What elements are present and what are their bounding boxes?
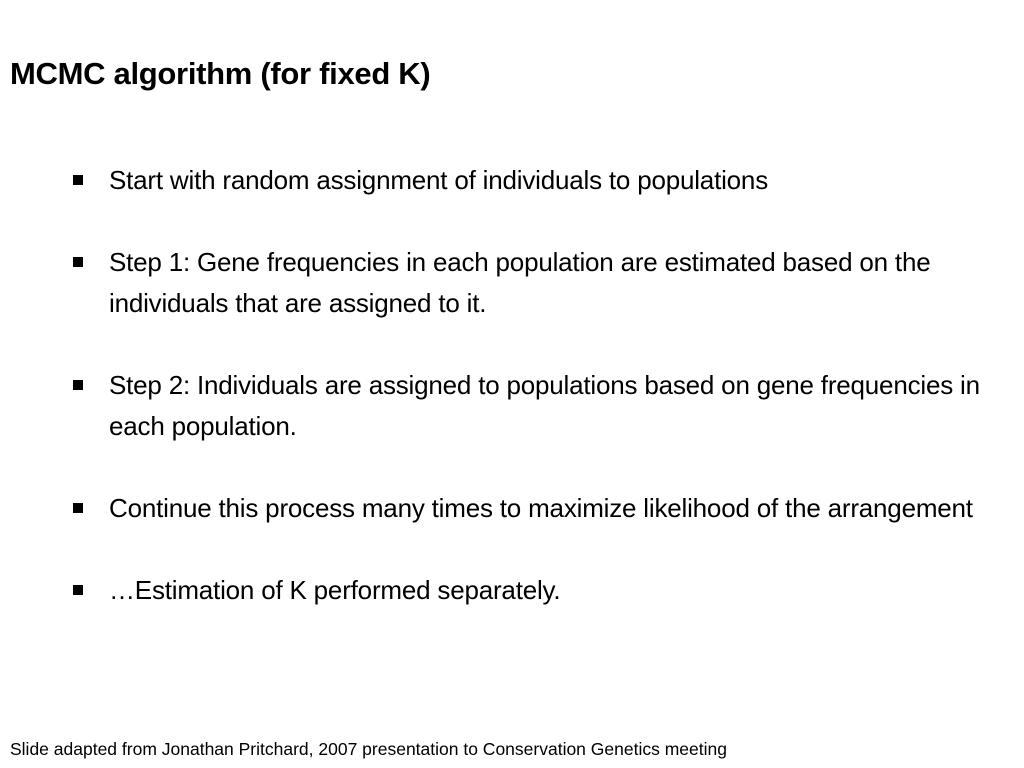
square-bullet-icon [70,160,109,201]
square-bullet-icon [70,242,109,283]
square-bullet-icon [70,570,109,611]
bullet-text: Start with random assignment of individuals to populations [109,165,768,195]
bullet-text: Continue this process many times to maximize likelihood of the arrangement [109,493,973,523]
bullet-text: Step 1: Gene frequencies in each population are estimated based on the individuals that are assigned to it. [109,247,931,318]
slide-title: MCMC algorithm (for fixed K) [10,56,431,91]
bullet-item [70,365,1010,447]
bullet-item [70,570,1010,611]
slide-footer-credit: Slide adapted from Jonathan Pritchard, 2007 presentation to Conservation Genetics meeting [10,739,727,759]
square-bullet-icon [70,365,109,406]
bullet-text: Step 2: Individuals are assigned to populations based on gene frequencies in each population. [109,370,980,441]
square-bullet-icon [70,488,109,529]
bullet-item [70,242,1010,324]
bullet-list [70,160,1010,611]
bullet-item [70,488,1010,529]
bullet-item [70,160,1010,201]
bullet-text: …Estimation of K performed separately. [109,575,561,605]
